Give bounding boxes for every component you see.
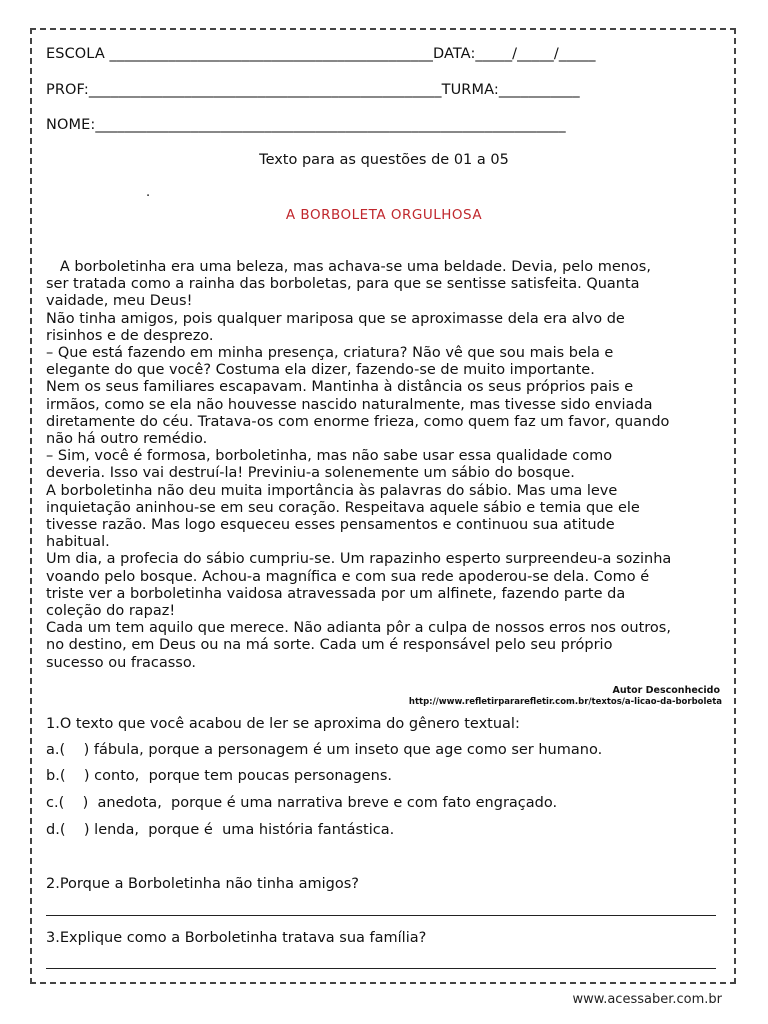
option-d: d.( ) lenda, porque é uma história fantástica. bbox=[46, 822, 395, 838]
stray-dot: . bbox=[146, 185, 151, 200]
story-line: diretamente do céu. Tratava-os com enorme frieza, como quem faz um favor, quando bbox=[46, 413, 670, 430]
story-line: coleção do rapaz! bbox=[46, 603, 176, 620]
source-url: http://www.refletirpararefletir.com.br/textos/a-licao-da-borboleta bbox=[408, 697, 722, 707]
story-title: A BORBOLETA ORGULHOSA bbox=[285, 207, 483, 223]
story-line: triste ver a borboletinha vaidosa atravessada por um alfinete, fazendo parte da bbox=[46, 585, 626, 602]
story-line: ser tratada como a rainha das borboletas, para que se sentisse satisfeita. Quanta bbox=[46, 276, 640, 293]
story-line: inquietação aninhou-se em seu coração. Respeitava aquele sábio e temia que ele bbox=[46, 499, 640, 516]
story-line: tivesse razão. Mas logo esqueceu esses pensamentos e continuou sua atitude bbox=[46, 517, 615, 534]
student-name-line: NOME:________________________________________________________________ bbox=[46, 117, 566, 133]
story-line: risinhos e de desprezo. bbox=[46, 327, 214, 344]
story-line: Cada um tem aquilo que merece. Não adianta pôr a culpa de nossos erros nos outros, bbox=[46, 620, 671, 637]
story-text bbox=[46, 259, 724, 672]
story-line: habitual. bbox=[46, 534, 110, 551]
answer-line-2[interactable] bbox=[46, 915, 716, 916]
teacher-class-line: PROF:________________________________________________TURMA:___________ bbox=[46, 82, 580, 98]
story-line: – Que está fazendo em minha presença, criatura? Não vê que sou mais bela e bbox=[46, 345, 614, 362]
story-line: sucesso ou fracasso. bbox=[46, 654, 197, 671]
story-line: no destino, em Deus ou na má sorte. Cada um é responsável pelo seu próprio bbox=[46, 637, 613, 654]
option-a: a.( ) fábula, porque a personagem é um inseto que age como ser humano. bbox=[46, 742, 603, 758]
story-line: Não tinha amigos, pois qualquer mariposa que se aproximasse dela era alvo de bbox=[46, 310, 625, 327]
story-line: Um dia, a profecia do sábio cumpriu-se. Um rapazinho esperto surpreendeu-a sozinha bbox=[46, 551, 672, 568]
story-line: elegante do que você? Costuma ela dizer, fazendo-se de muito importante. bbox=[46, 362, 595, 379]
story-line: irmãos, como se ela não houvesse nascido naturalmente, mas tivesse sido enviada bbox=[46, 396, 653, 413]
story-line: Nem os seus familiares escapavam. Mantinha à distância os seus próprios pais e bbox=[46, 379, 634, 396]
question-2: 2.Porque a Borboletinha não tinha amigos? bbox=[46, 876, 359, 892]
answer-line-3[interactable] bbox=[46, 968, 716, 969]
story-line: A borboletinha era uma beleza, mas achava-se uma beldade. Devia, pelo menos, bbox=[46, 259, 651, 275]
question-1: 1.O texto que você acabou de ler se aproxima do gênero textual: bbox=[46, 716, 520, 732]
story-line: deveria. Isso vai destruí-la! Previniu-a solenemente um sábio do bosque. bbox=[46, 465, 575, 482]
question-3: 3.Explique como a Borboletinha tratava sua família? bbox=[46, 930, 427, 946]
story-line: A borboletinha não deu muita importância às palavras do sábio. Mas uma leve bbox=[46, 482, 618, 499]
intro-heading: Texto para as questões de 01 a 05 bbox=[259, 152, 509, 168]
footer-website: www.acessaber.com.br bbox=[572, 992, 722, 1007]
story-line: não há outro remédio. bbox=[46, 431, 208, 448]
story-line: vaidade, meu Deus! bbox=[46, 293, 193, 310]
option-b: b.( ) conto, porque tem poucas personagens. bbox=[46, 768, 392, 784]
story-line: – Sim, você é formosa, borboletinha, mas não sabe usar essa qualidade como bbox=[46, 448, 613, 465]
story-line: voando pelo bosque. Achou-a magnífica e com sua rede apoderou-se dela. Como é bbox=[46, 568, 650, 585]
author-credit: Autor Desconhecido bbox=[612, 685, 720, 696]
option-c: c.( ) anedota, porque é uma narrativa breve e com fato engraçado. bbox=[46, 795, 558, 811]
school-date-line: ESCOLA ____________________________________________DATA:_____/_____/_____ bbox=[46, 46, 596, 62]
